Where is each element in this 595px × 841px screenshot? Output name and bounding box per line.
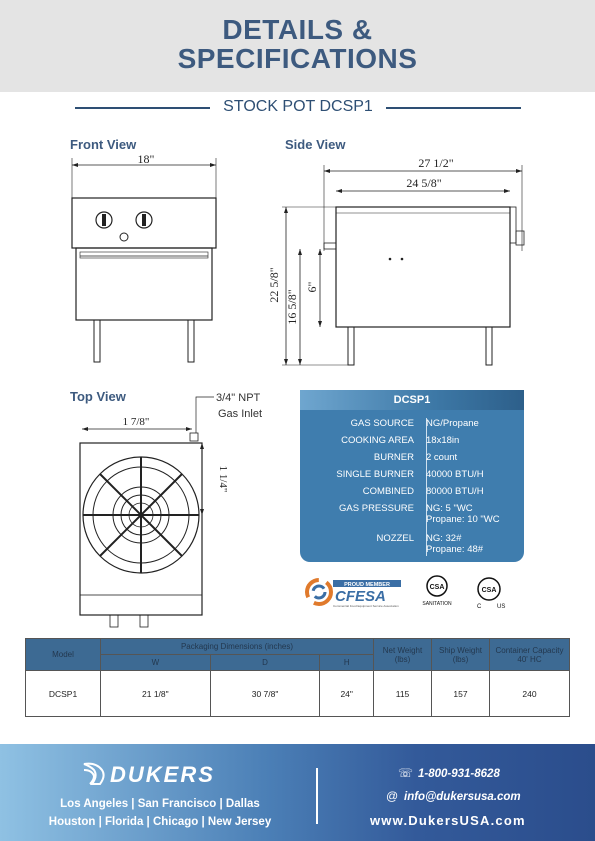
col-container: Container Capacity 40' HC	[490, 639, 570, 671]
cfesa-logo-icon	[307, 580, 401, 608]
cell-h: 24"	[320, 671, 374, 717]
cell-net: 115	[374, 671, 432, 717]
side-total-height-dimension: 22 5/8"	[267, 267, 281, 303]
spec-key: COOKING AREA	[341, 435, 414, 446]
locations-line1: Los Angeles | San Francisco | Dallas	[60, 798, 260, 810]
side-leg-dimension: 6"	[305, 281, 319, 293]
spec-value-line2: Propane: 10 "WC	[426, 514, 500, 525]
cell-d: 30 7/8"	[210, 671, 320, 717]
locations-line2: Houston | Florida | Chicago | New Jersey	[48, 816, 272, 828]
spec-row	[300, 418, 524, 435]
dukers-logo-icon	[80, 760, 108, 788]
spec-value-line2: Propane: 48#	[426, 544, 484, 555]
cell-container: 240	[490, 671, 570, 717]
spec-box-title: DCSP1	[300, 390, 524, 410]
csa-us-logo-icon	[477, 578, 505, 610]
side-view-label: Side View	[285, 137, 346, 152]
spec-row	[300, 435, 524, 452]
front-width-dimension: 18"	[137, 152, 155, 166]
front-view-label: Front View	[70, 137, 137, 152]
phone-icon: ☏	[398, 766, 414, 780]
side-body-height-dimension: 16 5/8"	[285, 289, 299, 325]
header-title-line1: DETAILS &	[222, 14, 373, 45]
col-model: Model	[26, 639, 101, 671]
spec-value	[420, 533, 483, 563]
cell-model: DCSP1	[26, 671, 101, 717]
page-header	[0, 0, 595, 92]
col-net-weight: Net Weight (lbs)	[374, 639, 432, 671]
csa-us-mark-text: CSA	[481, 587, 497, 594]
cfesa-name-text: CFESA	[335, 588, 386, 605]
spec-value: 40000 BTU/H	[426, 469, 484, 480]
side-overall-dimension: 27 1/2"	[418, 156, 454, 170]
footer	[0, 744, 595, 841]
gas-inlet-label-line2: Gas Inlet	[218, 408, 263, 420]
product-subtitle-row	[0, 96, 595, 120]
email-icon: @	[386, 789, 399, 803]
spec-box	[300, 390, 524, 562]
spec-key: BURNER	[373, 452, 414, 463]
spec-key: COMBINED	[362, 486, 414, 497]
header-title-line2: SPECIFICATIONS	[177, 43, 418, 74]
phone-link[interactable]: 1-800-931-8628	[418, 768, 500, 780]
top-view-label: Top View	[70, 389, 126, 404]
side-view-drawing	[267, 155, 528, 373]
col-w: W	[101, 655, 211, 671]
packaging-table	[25, 638, 570, 717]
col-ship-weight: Ship Weight (lbs)	[432, 639, 490, 671]
cfesa-sub-text: Commercial Food Equipment Service Association	[333, 604, 399, 608]
spec-key: GAS SOURCE	[350, 418, 414, 429]
spec-value	[420, 503, 500, 533]
csa-c-text: C	[477, 604, 482, 610]
csa-us-text: US	[497, 604, 506, 610]
footer-divider	[316, 768, 318, 824]
spec-key: GAS PRESSURE	[339, 503, 414, 514]
product-subtitle: STOCK POT DCSP1	[223, 98, 373, 115]
front-view-drawing	[60, 150, 230, 372]
subtitle-rule-left	[75, 107, 210, 109]
gas-inlet-label-line1: 3/4" NPT	[216, 392, 261, 404]
table-row	[26, 671, 570, 717]
top-inlet-offset-dimension: 1 7/8"	[122, 416, 150, 428]
spec-key: SINGLE BURNER	[336, 469, 414, 480]
website-link[interactable]: www.DukersUSA.com	[370, 813, 526, 828]
email-link[interactable]: info@dukersusa.com	[404, 791, 521, 803]
spec-value: 80000 BTU/H	[426, 486, 484, 497]
side-body-dimension: 24 5/8"	[406, 176, 442, 190]
top-view-drawing	[60, 385, 300, 633]
spec-value: 18x18in	[426, 435, 460, 446]
spec-row	[300, 452, 524, 469]
spec-row	[300, 503, 524, 533]
spec-value-line1: NG: 32#	[426, 533, 462, 544]
certification-logos	[305, 572, 525, 612]
csa-text: CSA	[429, 584, 445, 591]
spec-value: NG/Propane	[426, 418, 479, 429]
csa-sanitation-logo-icon	[422, 576, 452, 607]
spec-value: 2 count	[426, 452, 458, 463]
col-d: D	[210, 655, 320, 671]
top-inlet-side-dimension: 1 1/4"	[217, 465, 229, 493]
spec-row	[300, 469, 524, 486]
col-packaging: Packaging Dimensions (inches)	[101, 639, 374, 655]
cell-ship: 157	[432, 671, 490, 717]
cell-w: 21 1/8"	[101, 671, 211, 717]
spec-key: NOZZEL	[376, 533, 414, 544]
subtitle-rule-right	[386, 107, 521, 109]
spec-value-line1: NG: 5 "WC	[426, 503, 473, 514]
spec-row	[300, 486, 524, 503]
cfesa-member-text: PROUD MEMBER	[344, 582, 390, 588]
sanitation-text: SANITATION	[422, 601, 452, 607]
col-h: H	[320, 655, 374, 671]
spec-row	[300, 533, 524, 563]
brand-name: DUKERS	[110, 762, 215, 787]
